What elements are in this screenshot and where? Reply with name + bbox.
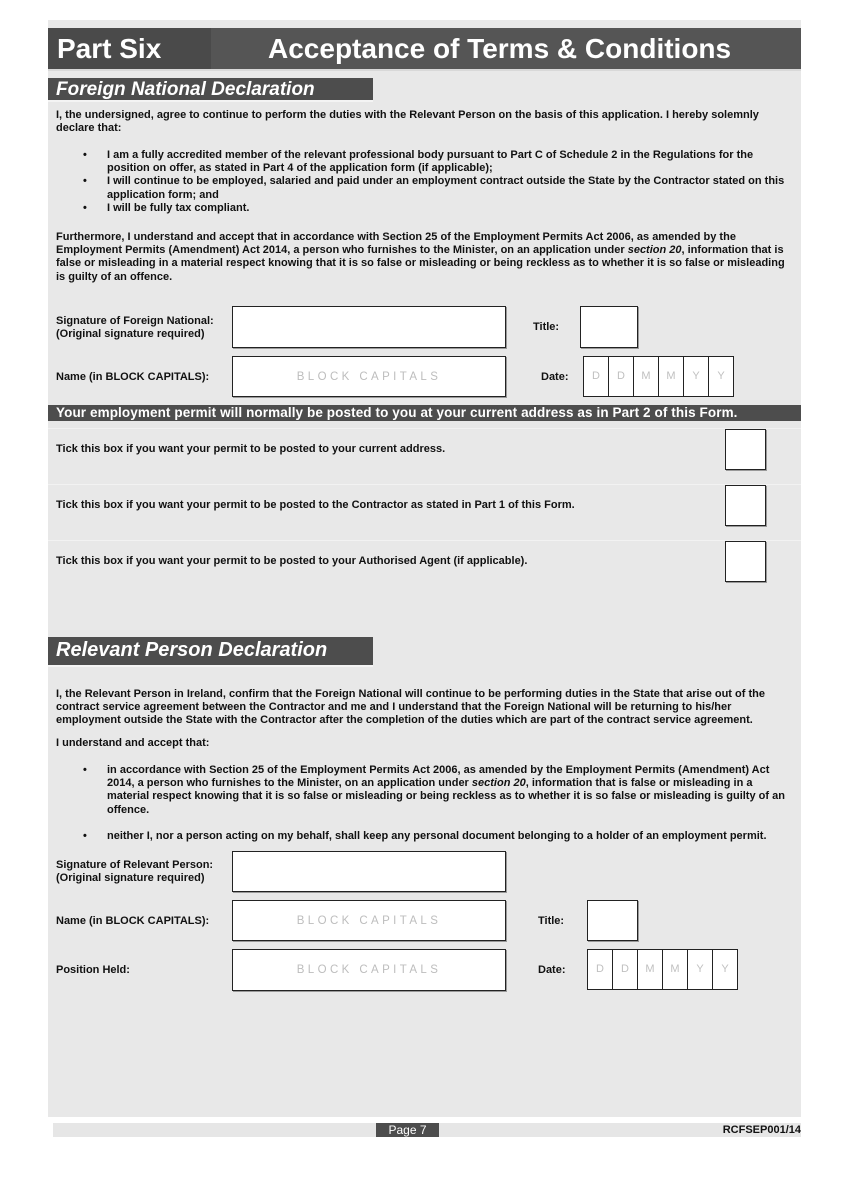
rp-name-label: Name (in BLOCK CAPITALS): <box>56 915 210 927</box>
date-month-2[interactable]: M <box>662 949 688 990</box>
fn-title-field[interactable] <box>580 306 638 348</box>
fn-name-field[interactable] <box>232 356 506 397</box>
fn-name-placeholder: BLOCK CAPITALS <box>296 371 442 383</box>
date-year-1[interactable]: Y <box>683 356 709 397</box>
declaration-item: • neither I, nor a person acting on my behalf, shall keep any personal document belonging to a holder of an employment permit. <box>83 829 767 842</box>
postal-option-label-current-address: Tick this box if you want your permit to be posted to your current address. <box>56 443 446 455</box>
part-number: Part Six <box>48 28 211 69</box>
date-day-1[interactable]: D <box>587 949 613 990</box>
fn-signature-label: Signature of Foreign National: (Original signature required) <box>56 315 214 341</box>
fn-date-field[interactable] <box>583 356 734 397</box>
foreign-national-furthermore: Furthermore, I understand and accept that in accordance with Section 25 of the Employment Permits Act 2006, as amended by the Employment Permits (Amendment) Act 2014, a person who furnishes to the Minister, on an application under section 20, information that is false or misleading in a material respect knowing that it is so false or misleading or being reckless as to whether it is so false or misleading is guilty of an offence. <box>56 231 785 283</box>
rp-position-field[interactable] <box>232 949 506 991</box>
rp-position-placeholder: BLOCK CAPITALS <box>296 964 442 976</box>
date-day-1[interactable]: D <box>583 356 609 397</box>
rp-title-label: Title: <box>538 915 565 927</box>
date-year-2[interactable]: Y <box>708 356 734 397</box>
postal-contractor-checkbox[interactable] <box>725 485 766 526</box>
declaration-item: • I will be fully tax compliant. <box>83 201 250 214</box>
rp-signature-label: Signature of Relevant Person: (Original signature required) <box>56 859 214 885</box>
date-month-2[interactable]: M <box>658 356 684 397</box>
form-code: RCFSEP001/14 <box>722 1124 801 1136</box>
rp-signature-field[interactable] <box>232 851 506 892</box>
date-year-2[interactable]: Y <box>712 949 738 990</box>
bullet-icon: • <box>83 201 87 214</box>
bullet-icon: • <box>83 829 87 842</box>
page-number: Page 7 <box>376 1123 439 1137</box>
relevant-person-declarations <box>56 764 796 843</box>
postal-agent-checkbox[interactable] <box>725 541 766 582</box>
postal-option-label-agent: Tick this box if you want your permit to be posted to your Authorised Agent (if applicable). <box>56 555 528 567</box>
date-year-1[interactable]: Y <box>687 949 713 990</box>
rp-date-field[interactable] <box>587 949 738 990</box>
fn-name-label: Name (in BLOCK CAPITALS): <box>56 371 210 383</box>
date-month-1[interactable]: M <box>633 356 659 397</box>
declaration-item: • I am a fully accredited member of the relevant professional body pursuant to Part C of Schedule 2 in the Regulations for the position on offer, as stated in Part 4 of the application form (if applicable); <box>83 149 754 175</box>
postal-info-banner: Your employment permit will normally be posted to you at your current address as in Part 2 of this Form. <box>48 405 801 421</box>
declaration-item: • in accordance with Section 25 of the Employment Permits Act 2006, as amended by the Employment Permits (Amendment) Act 2014, a person who furnishes to the Minister, on an application under section 20, information that is false or misleading in a material respect knowing that it is so false or misleading or being reckless as to whether it is so false or misleading is guilty of an offence. <box>83 764 785 816</box>
rp-title-field[interactable] <box>587 900 638 941</box>
foreign-national-heading: Foreign National Declaration <box>48 78 373 102</box>
rp-date-label: Date: <box>538 964 566 976</box>
bullet-icon: • <box>83 764 87 776</box>
relevant-person-heading: Relevant Person Declaration <box>48 637 373 667</box>
divider <box>48 428 801 429</box>
date-day-2[interactable]: D <box>608 356 634 397</box>
divider <box>48 484 801 485</box>
relevant-person-accept-intro: I understand and accept that: <box>56 737 210 749</box>
relevant-person-intro: I, the Relevant Person in Ireland, confirm that the Foreign National will continue to be performing duties in the State that arise out of the contract service agreement between the Contractor and me and I understand that the Foreign National will be returning to his/her employment outside the State with the Contractor after the completion of the duties which are part of the contract service agreement. <box>56 688 765 727</box>
postal-option-label-contractor: Tick this box if you want your permit to be posted to the Contractor as stated in Part 1 of this Form. <box>56 499 575 511</box>
date-month-1[interactable]: M <box>637 949 663 990</box>
fn-date-label: Date: <box>541 371 569 383</box>
declaration-item: • I will continue to be employed, salaried and paid under an employment contract outside the State by the Contractor stated on this application form; and <box>83 175 785 201</box>
page-title: Acceptance of Terms & Conditions <box>268 33 732 64</box>
date-day-2[interactable]: D <box>612 949 638 990</box>
page-header <box>48 28 801 71</box>
postal-current-address-checkbox[interactable] <box>725 429 766 470</box>
rp-name-field[interactable] <box>232 900 506 941</box>
fn-title-label: Title: <box>533 321 560 333</box>
foreign-national-intro: I, the undersigned, agree to continue to perform the duties with the Relevant Person on the basis of this application. I hereby solemnly declare that: <box>56 109 759 135</box>
divider <box>48 540 801 541</box>
rp-position-label: Position Held: <box>56 964 130 976</box>
bullet-icon: • <box>83 149 87 161</box>
rp-name-placeholder: BLOCK CAPITALS <box>296 915 442 927</box>
fn-signature-field[interactable] <box>232 306 506 348</box>
foreign-national-declarations <box>56 149 796 215</box>
bullet-icon: • <box>83 175 87 188</box>
